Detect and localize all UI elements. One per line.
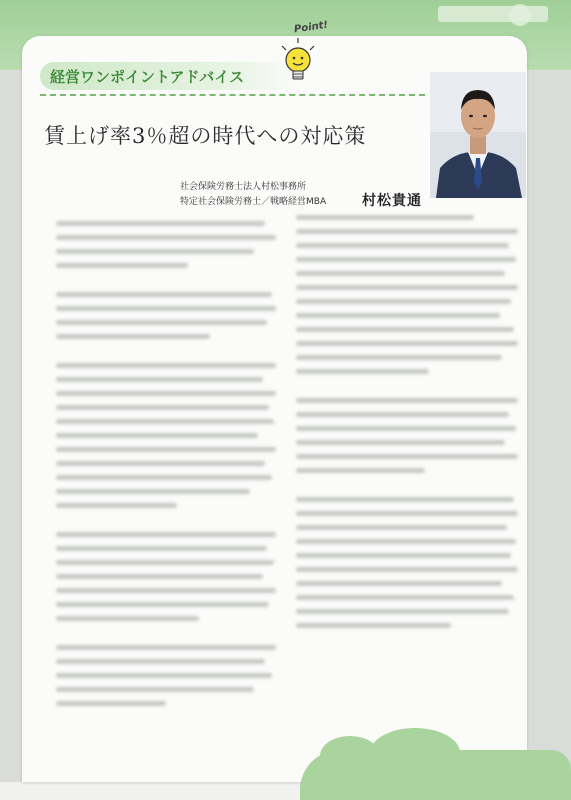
article-body-right-column [296, 206, 518, 628]
page-bottom-edge [0, 782, 300, 800]
author-credentials: 特定社会保険労務士／戦略経営MBA [180, 197, 327, 207]
author-name: 村松貴通 [362, 193, 422, 209]
article-body-left-column [56, 212, 276, 706]
point-label: Point! [293, 19, 329, 36]
magazine-header-blur [438, 6, 548, 22]
section-tag: 経営ワンポイントアドバイス [40, 62, 300, 90]
article-title: 賃上げ率3％超の時代への対応策 [44, 124, 367, 148]
organization-name: 社会保険労務士法人村松事務所 [180, 182, 307, 192]
lightbulb-icon [278, 38, 318, 92]
dashed-divider [40, 94, 425, 96]
author-photo [430, 72, 526, 198]
bottom-cloud-decoration [300, 750, 571, 800]
